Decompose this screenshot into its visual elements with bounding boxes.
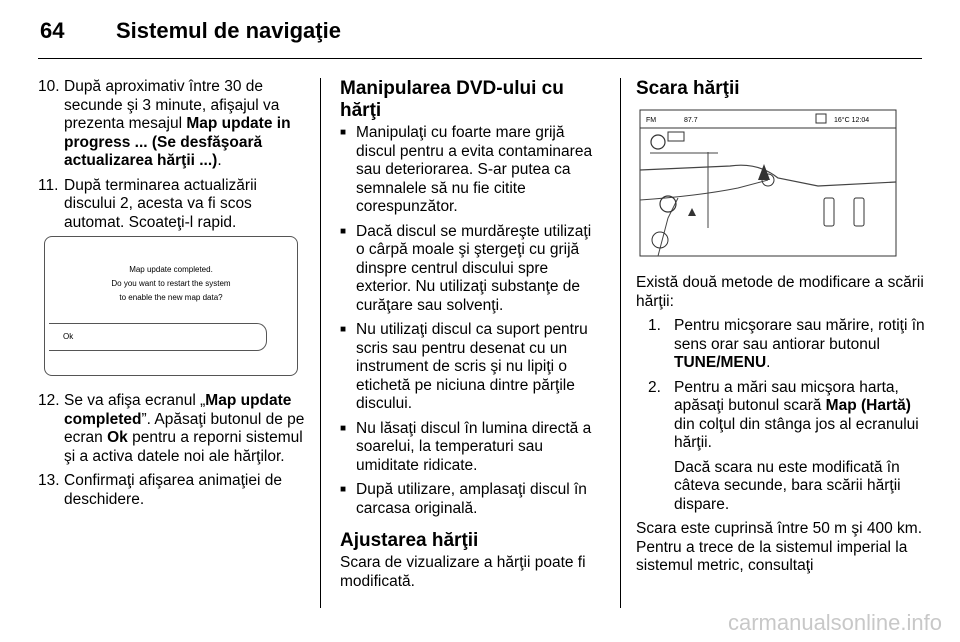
map-fm-label: FM bbox=[646, 117, 657, 124]
column-3-text bbox=[636, 274, 928, 576]
step-text-end: . bbox=[766, 354, 771, 371]
step-number: 13. bbox=[38, 472, 60, 489]
step-bold-text: Map (Hartă) bbox=[825, 397, 911, 414]
step-text: Se va afişa ecranul „ bbox=[64, 392, 206, 409]
column-3 bbox=[636, 78, 926, 102]
step-number: 11. bbox=[38, 176, 59, 194]
dialog-line-3: to enable the new map data? bbox=[119, 293, 223, 302]
map-screenshot bbox=[638, 108, 900, 260]
bullet-item: ■ După utilizare, amplasaţi discul în carcasa originală. bbox=[340, 481, 604, 518]
map-illustration bbox=[638, 108, 900, 260]
bullet-item: ■ Nu utilizaţi discul ca suport pentru scris sau pentru desenat cu un instrument de scris şi nu lipiţi o etichetă pe niciuna dintre părţile discului. bbox=[340, 321, 604, 414]
ok-button[interactable] bbox=[49, 323, 267, 351]
step-text-end: . bbox=[217, 152, 222, 169]
map-frequency: 87.7 bbox=[684, 117, 698, 124]
scale-method-2 bbox=[648, 379, 928, 515]
step-number: 12. bbox=[38, 392, 60, 409]
bullet-item: ■ Dacă discul se murdăreşte utilizaţi o cârpă moale şi ştergeţi cu grijă dinspre centrul discului spre exterior. Nu utilizaţi substanţe de curăţare sau solvenţi. bbox=[340, 223, 604, 316]
page-title: Sistemul de navigaţie bbox=[116, 18, 341, 43]
step-bold-text: Map update completed bbox=[64, 392, 292, 428]
section-heading-scale: Scara hărţii bbox=[636, 78, 740, 99]
step-text: Confirmaţi afişarea animaţiei de deschidere. bbox=[64, 472, 282, 508]
column-1-lower bbox=[38, 392, 306, 515]
column-1 bbox=[38, 78, 306, 238]
page-number: 64 bbox=[40, 18, 65, 43]
dialog-line-2: Do you want to restart the system bbox=[111, 279, 231, 288]
step-text: După aproximativ între 30 de secunde şi 3 minute, afişajul va prezenta mesajul bbox=[64, 78, 280, 132]
dialog-screenshot bbox=[38, 232, 300, 382]
header-rule bbox=[38, 58, 922, 59]
section-heading-dvd: Manipularea DVD-ului cu hărţi bbox=[340, 78, 564, 121]
step-number: 1. bbox=[648, 317, 661, 334]
step-10 bbox=[38, 78, 306, 171]
step-13 bbox=[38, 472, 306, 509]
bullet-item: ■ Nu lăsaţi discul în lumina directă a soarelui, la temperaturi sau umiditate ridicate. bbox=[340, 420, 604, 476]
scale-intro: Există două metode de modificare a scării hărţii: bbox=[636, 274, 924, 310]
dialog-frame bbox=[44, 236, 298, 376]
dialog-line-1: Map update completed. bbox=[129, 265, 213, 274]
step-text: Pentru a mări sau micşora harta, apăsaţi butonul scară bbox=[674, 378, 899, 414]
column-divider-1 bbox=[320, 78, 321, 608]
step-note: Dacă scara nu este modificată în câteva secunde, bara scării hărţii dispare. bbox=[674, 458, 901, 513]
section-heading-adjust: Ajustarea hărţii bbox=[340, 530, 479, 551]
adjust-paragraph: Scara de vizualizare a hărţii poate fi modificată. bbox=[340, 554, 586, 590]
step-bold-text-2: Ok bbox=[107, 429, 128, 446]
step-text-end: pentru a reporni sistemul şi a activa datele noi ale hărţilor. bbox=[64, 429, 303, 465]
step-bold-text: TUNE/MENU bbox=[674, 354, 767, 371]
ok-button-label: Ok bbox=[63, 332, 74, 341]
step-bold-text: Map update in progress ... (Se desfăşoară actualizarea hărţii ...) bbox=[64, 115, 291, 169]
step-text: Pentru micşorare sau mărire, rotiţi în sens orar sau antiorar butonul bbox=[674, 317, 925, 353]
step-12 bbox=[38, 392, 306, 466]
step-text-end: din colţul din stânga jos al ecranului hărţii. bbox=[674, 415, 919, 451]
step-number: 10. bbox=[38, 78, 60, 95]
step-text-mid: ”. Apăsaţi butonul de pe ecran bbox=[64, 410, 305, 446]
scale-method-1 bbox=[648, 317, 928, 373]
bullet-item: ■ Manipulaţi cu foarte mare grijă discul pentru a evita contaminarea sau deteriorarea. S-ar putea ca semnalele să nu fie citite corespunzător. bbox=[340, 124, 604, 217]
column-divider-2 bbox=[620, 78, 621, 608]
map-temp-time: 16°C 12:04 bbox=[834, 117, 870, 124]
step-text: După terminarea actualizării discului 2, acesta va fi scos automat. Scoateţi-l rapid. bbox=[64, 176, 257, 231]
step-number: 2. bbox=[648, 378, 661, 396]
footer-watermark: carmanualsonline.info bbox=[727, 610, 942, 635]
column-2 bbox=[340, 78, 604, 591]
step-11 bbox=[38, 177, 306, 233]
scale-range-paragraph: Scara este cuprinsă între 50 m şi 400 km. Pentru a trece de la sistemul imperial la sistemul metric, consultaţi bbox=[636, 520, 923, 574]
